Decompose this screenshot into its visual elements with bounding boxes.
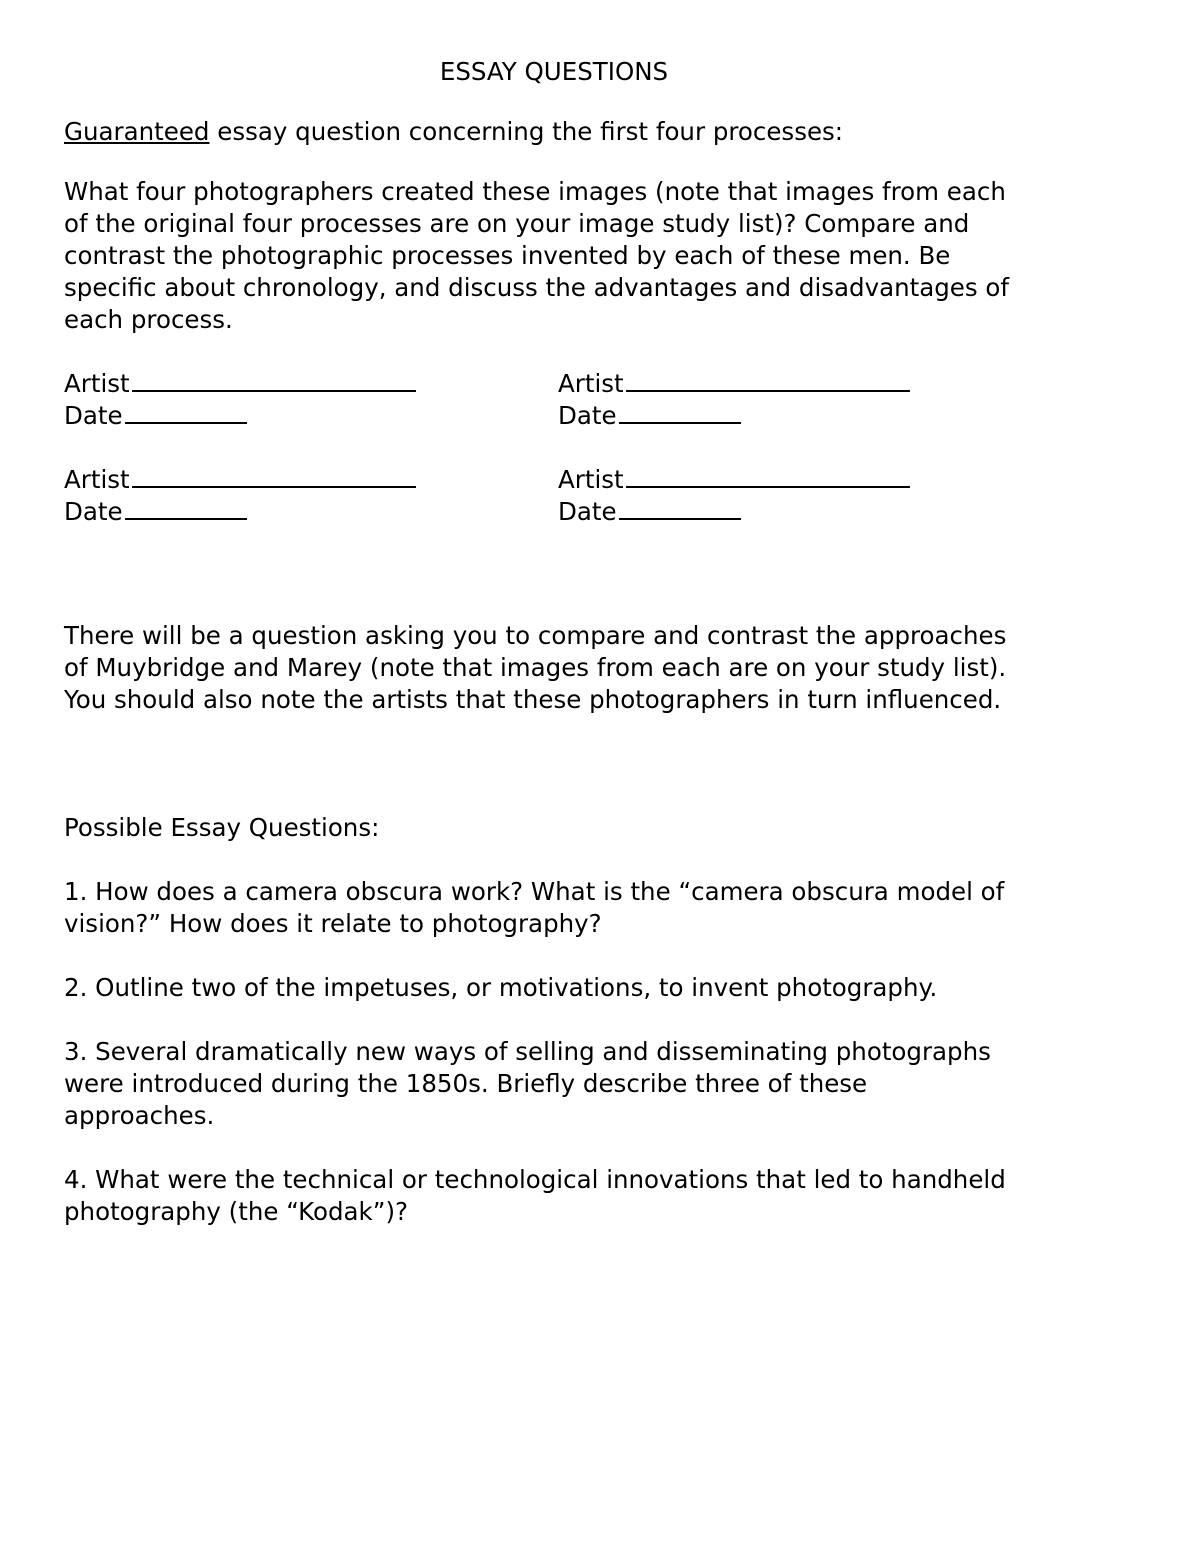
question-line: specific about chronology, and discuss the advantages and disadvantages of — [64, 273, 1010, 302]
question-2: 2. Outline two of the impetuses, or motivations, to invent photography. — [64, 973, 938, 1002]
date-blank-line[interactable] — [125, 398, 247, 424]
date-blank-line[interactable] — [125, 494, 247, 520]
artist-field-3[interactable]: Artist — [64, 462, 416, 496]
question-1: 1. How does a camera obscura work? What is the “camera obscura model of vision?” How does it relate to photography? — [64, 877, 1005, 938]
question-line: each process. — [64, 305, 233, 334]
artist-blank-line[interactable] — [626, 462, 910, 488]
question-line: of the original four processes are on your image study list)? Compare and — [64, 209, 970, 238]
artist-blank-line[interactable] — [132, 462, 416, 488]
date-blank-line[interactable] — [619, 494, 741, 520]
guaranteed-question — [64, 176, 1134, 336]
artist-field-1[interactable]: Artist — [64, 366, 416, 400]
date-field-3[interactable]: Date — [64, 494, 247, 528]
artist-date-group-1 — [64, 366, 1134, 430]
artist-field-4[interactable]: Artist — [558, 462, 910, 496]
paragraph-line: There will be a question asking you to compare and contrast the approaches — [64, 621, 1007, 650]
artist-blank-line[interactable] — [132, 366, 416, 392]
question-3: 3. Several dramatically new ways of selling and disseminating photographs were introduced during the 1850s. Briefly describe three of these approaches. — [64, 1037, 991, 1130]
paragraph-line: of Muybridge and Marey (note that images from each are on your study list). — [64, 653, 1007, 682]
guaranteed-intro-rest: essay question concerning the first four processes: — [209, 117, 844, 146]
question-4: 4. What were the technical or technological innovations that led to handheld photography (the “Kodak”)? — [64, 1165, 1006, 1226]
paragraph-line: You should also note the artists that these photographers in turn influenced. — [64, 685, 1002, 714]
page-title: ESSAY QUESTIONS — [439, 57, 669, 86]
document-page — [64, 56, 1134, 1228]
guaranteed-intro — [64, 116, 1134, 148]
date-field-4[interactable]: Date — [558, 494, 741, 528]
date-field-2[interactable]: Date — [558, 398, 741, 432]
guaranteed-word: Guaranteed — [64, 117, 210, 146]
artist-date-group-2 — [64, 462, 1134, 526]
question-line: What four photographers created these images (note that images from each — [64, 177, 1006, 206]
artist-blank-line[interactable] — [626, 366, 910, 392]
date-blank-line[interactable] — [619, 398, 741, 424]
possible-questions-heading: Possible Essay Questions: — [64, 813, 380, 842]
date-field-1[interactable]: Date — [64, 398, 247, 432]
question-line: contrast the photographic processes invented by each of these men. Be — [64, 241, 951, 270]
artist-field-2[interactable]: Artist — [558, 366, 910, 400]
muybridge-marey-paragraph — [64, 620, 1134, 716]
